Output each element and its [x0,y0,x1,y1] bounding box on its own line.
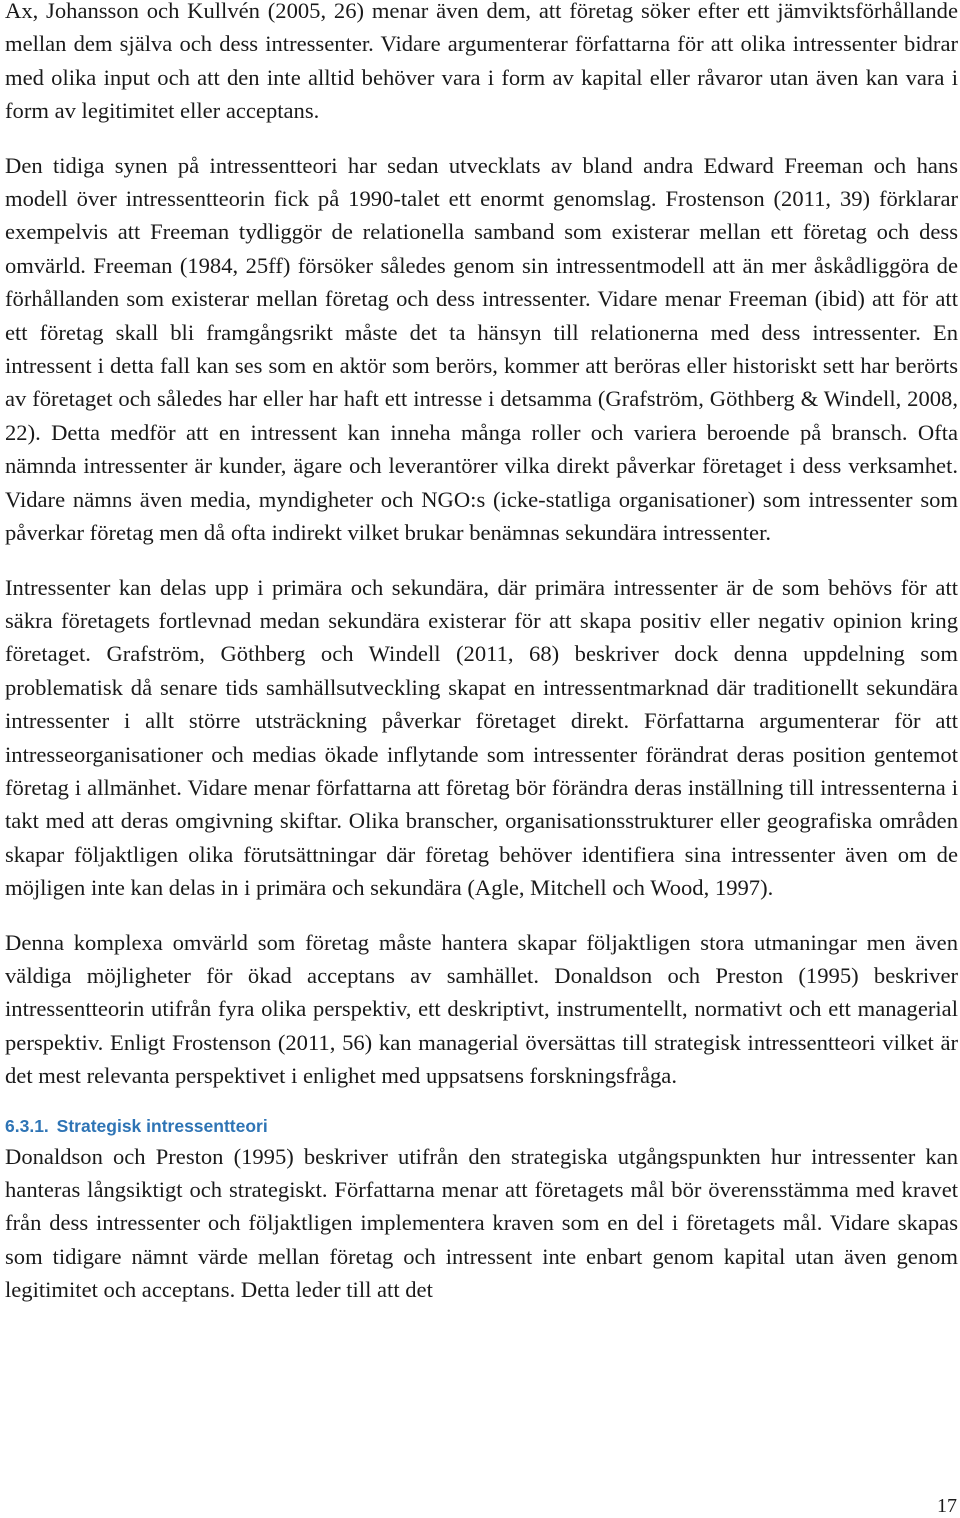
paragraph-komplex-omvarld: Denna komplexa omvärld som företag måste hantera skapar följaktligen stora utmaningar men även väldiga möjligheter för ökad acceptans av samhället. Donaldson och Preston (1995) beskriver intressentteorin utifrån fyra olika perspektiv, ett deskriptivt, instrumentellt, normativt och ett managerial perspektiv. Enligt Frostenson (2011, 56) kan managerial översättas till strategisk intressentteori vilket är det mest relevanta perspektivet i enlighet med uppsatsens forskningsfråga. [5,929,958,1089]
paragraph-strategisk-intressentteori: Donaldson och Preston (1995) beskriver utifrån den strategiska utgångspunkten hur intressenter kan hanteras långsiktigt och strategiskt. Författarna menar att företagets mål bör överensstämma med kravet från dess intressenter och följaktligen implementera kraven som en del i företagets mål. Vidare skapas som tidigare nämnt värde mellan företag och intressent inte enbart genom kapital utan även genom legitimitet och acceptans. Detta leder till att det [5,1143,958,1303]
paragraph-freeman-intressentteori: Den tidiga synen på intressentteori har sedan utvecklats av bland andra Edward Freeman och hans modell över intressentteorin fick på 1990-talet ett enormt genomslag. Frostenson (2011, 39) förklarar exempelvis att Freeman tydliggör de relationella samband som existerar mellan ett företag och dess omvärld. Freeman (1984, 25ff) försöker således genom sin intressentmodell att än mer åskådliggöra de förhållanden som existerar mellan företag och dess intressenter. Vidare menar Freeman (ibid) att för att ett företag skall bli framgångsrikt måste det ta hänsyn till relationerna med dess intressenter. En intressent i detta fall kan ses som en aktör som berörs, kommer att beröras eller historiskt sett har berörts av företaget och således har eller har haft ett intresse i detsamma (Grafström, Göthberg & Windell, 2008, 22). Detta medför att en intressent kan inneha många roller och variera beroende på bransch. Ofta nämnda intressenter är kunder, ägare och leverantörer vilka direkt påverkar företaget i dess verksamhet. Vidare nämns även media, myndigheter och NGO:s (icke-statliga organisationer) som intressenter som påverkar företag men då ofta indirekt vilket brukar benämnas sekundära intressenter. [5,152,958,546]
section-heading-title: Strategisk intressentteori [56,1115,268,1136]
page-number: 17 [937,1495,957,1517]
section-heading-number: 6.3.1. [5,1115,49,1136]
section-heading [5,1113,960,1139]
paragraph-primara-sekundara: Intressenter kan delas upp i primära och sekundära, där primära intressenter är de som behövs för att säkra företagets fortlevnad medan sekundära existerar för att skapa positiv eller negativ opinion kring företaget. Grafström, Göthberg och Windell (2011, 68) beskriver dock denna uppdelning som problematisk då senare tids samhällsutveckling skapat en intressentmarknad där traditionellt sekundära intressenter i allt större utsträckning påverkar företaget direkt. Författarna argumenterar för att intresseorganisationer och medias ökade inflytande som intressenter förändrat deras position gentemot företag i allmänhet. Vidare menar författarna att företag bör förändra deras inställning till intressenterna i takt med att deras omgivning skiftar. Olika branscher, organisationsstrukturer eller geografiska områden skapar följaktligen olika förutsättningar där företag behöver identifiera sina intressenter även om de möjligen inte kan delas in i primära och sekundära (Agle, Mitchell och Wood, 1997). [5,574,958,901]
paragraph-jamviktsforhallande: Ax, Johansson och Kullvén (2005, 26) menar även dem, att företag söker efter ett jämviktsförhållande mellan dem själva och dess intressenter. Vidare argumenterar författarna för att olika intressenter bidrar med olika input och att den inte alltid behöver vara i form av kapital eller råvaror utan även kan vara i form av legitimitet eller acceptans. [5,0,958,124]
